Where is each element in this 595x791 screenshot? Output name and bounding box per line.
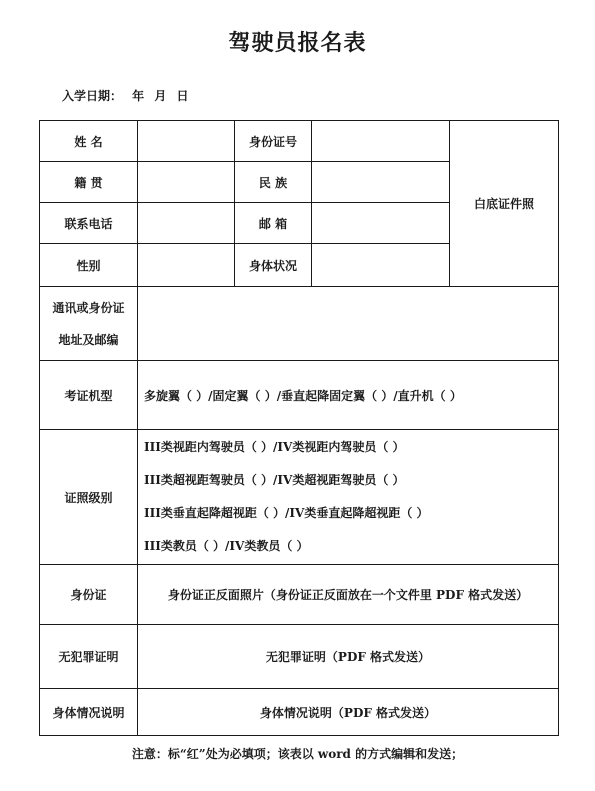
health-status-field[interactable] — [312, 244, 450, 287]
registration-form — [39, 120, 559, 736]
license-level-options[interactable] — [138, 430, 559, 565]
health-description-label: 身体情况说明 — [40, 689, 138, 736]
footer-note: 注意：标“红”处为必填项；该表以 word 的方式编辑和发送； — [131, 747, 464, 761]
phone-field[interactable] — [138, 203, 235, 244]
criminal-record-label: 无犯罪证明 — [40, 625, 138, 689]
address-label-line2: 地址及邮编 — [58, 332, 119, 347]
name-label: 姓 名 — [40, 121, 138, 162]
email-field[interactable] — [312, 203, 450, 244]
address-field[interactable] — [138, 287, 559, 361]
origin-label: 籍 贯 — [40, 162, 138, 203]
email-label: 邮 箱 — [235, 203, 312, 244]
gender-label: 性别 — [40, 244, 138, 287]
id-number-label: 身份证号 — [235, 121, 312, 162]
ethnicity-label: 民 族 — [235, 162, 312, 203]
phone-label: 联系电话 — [40, 203, 138, 244]
level-option-line[interactable]: III类视距内驾驶员（ ）/IV类视距内驾驶员（ ） — [144, 440, 405, 454]
aircraft-type-options[interactable]: 多旋翼（ ）/固定翼（ ）/垂直起降固定翼（ ）/直升机（ ） — [138, 361, 559, 430]
level-option-line[interactable]: III类垂直起降超视距（ ）/IV类垂直起降超视距（ ） — [144, 506, 429, 520]
ethnicity-field[interactable] — [312, 162, 450, 203]
origin-field[interactable] — [138, 162, 235, 203]
address-label-line1: 通讯或身份证 — [52, 300, 125, 315]
level-option-line[interactable]: III类超视距驾驶员（ ）/IV类超视距驾驶员（ ） — [144, 473, 405, 487]
health-description-upload[interactable]: 身体情况说明（PDF 格式发送） — [138, 689, 559, 736]
license-level-label: 证照级别 — [40, 430, 138, 565]
id-number-field[interactable] — [312, 121, 450, 162]
criminal-record-upload[interactable]: 无犯罪证明（PDF 格式发送） — [138, 625, 559, 689]
gender-field[interactable] — [138, 244, 235, 287]
photo-area[interactable]: 白底证件照 — [450, 121, 559, 287]
level-option-line[interactable]: III类教员（ ）/IV类教员（ ） — [144, 539, 309, 553]
enrollment-date: 入学日期： 年 月 日 — [62, 89, 189, 103]
id-card-label: 身份证 — [40, 565, 138, 625]
page-title: 驾驶员报名表 — [228, 30, 367, 56]
name-field[interactable] — [138, 121, 235, 162]
health-status-label: 身体状况 — [235, 244, 312, 287]
id-card-upload[interactable]: 身份证正反面照片（身份证正反面放在一个文件里 PDF 格式发送） — [138, 565, 559, 625]
address-label — [40, 287, 138, 361]
aircraft-type-label: 考证机型 — [40, 361, 138, 430]
